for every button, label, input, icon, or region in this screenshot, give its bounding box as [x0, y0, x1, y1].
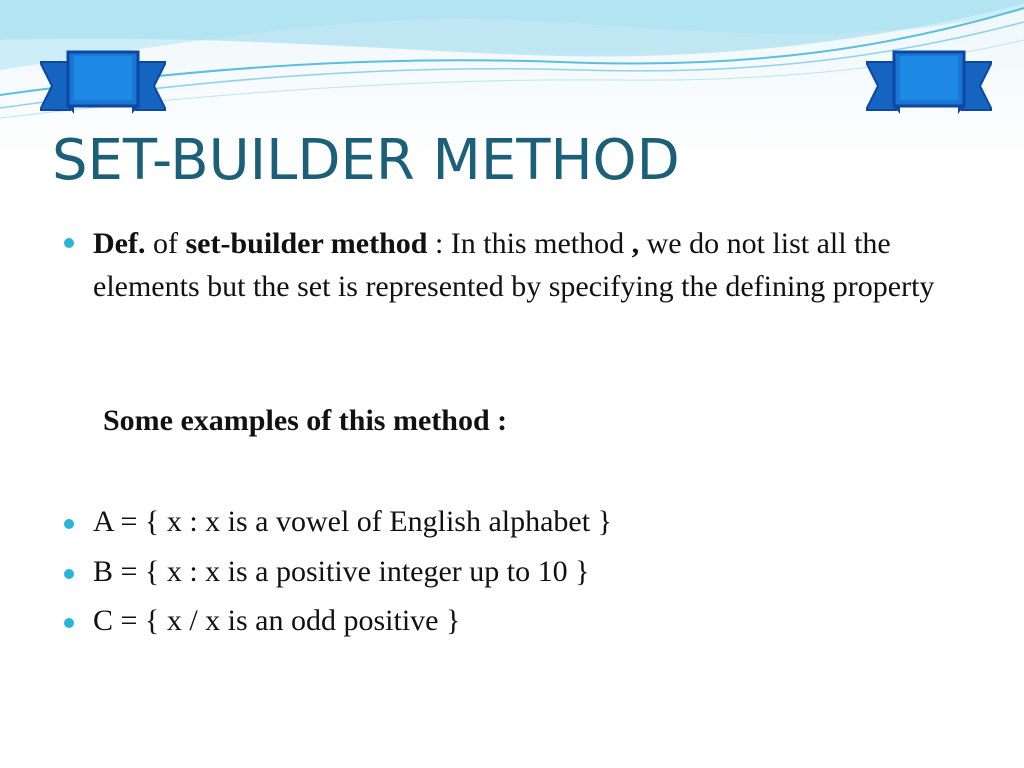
definition-term: set-builder method: [185, 227, 428, 260]
definition-rest: we do not list all the elements but the set is represented by specifying the defining property: [93, 227, 935, 303]
bullet-dot-icon: [64, 238, 74, 248]
example-item-a: A = { x : x is a vowel of English alphabet }: [93, 505, 612, 538]
example-item-b: B = { x : x is a positive integer up to 10 }: [93, 555, 590, 588]
slide-title: SET-BUILDER METHOD: [52, 128, 680, 193]
definition-of-word: of: [145, 227, 186, 260]
definition-prefix: Def.: [93, 227, 146, 260]
definition-paragraph: [93, 222, 963, 308]
bullet-dot-icon: [64, 618, 74, 628]
definition-comma: ,: [631, 227, 640, 260]
examples-heading: Some examples of this method :: [103, 404, 508, 437]
example-item-c: C = { x / x is an odd positive }: [93, 604, 461, 637]
definition-colon-text: : In this method: [427, 227, 632, 260]
bullet-dot-icon: [64, 569, 74, 579]
bullet-dot-icon: [64, 519, 74, 529]
